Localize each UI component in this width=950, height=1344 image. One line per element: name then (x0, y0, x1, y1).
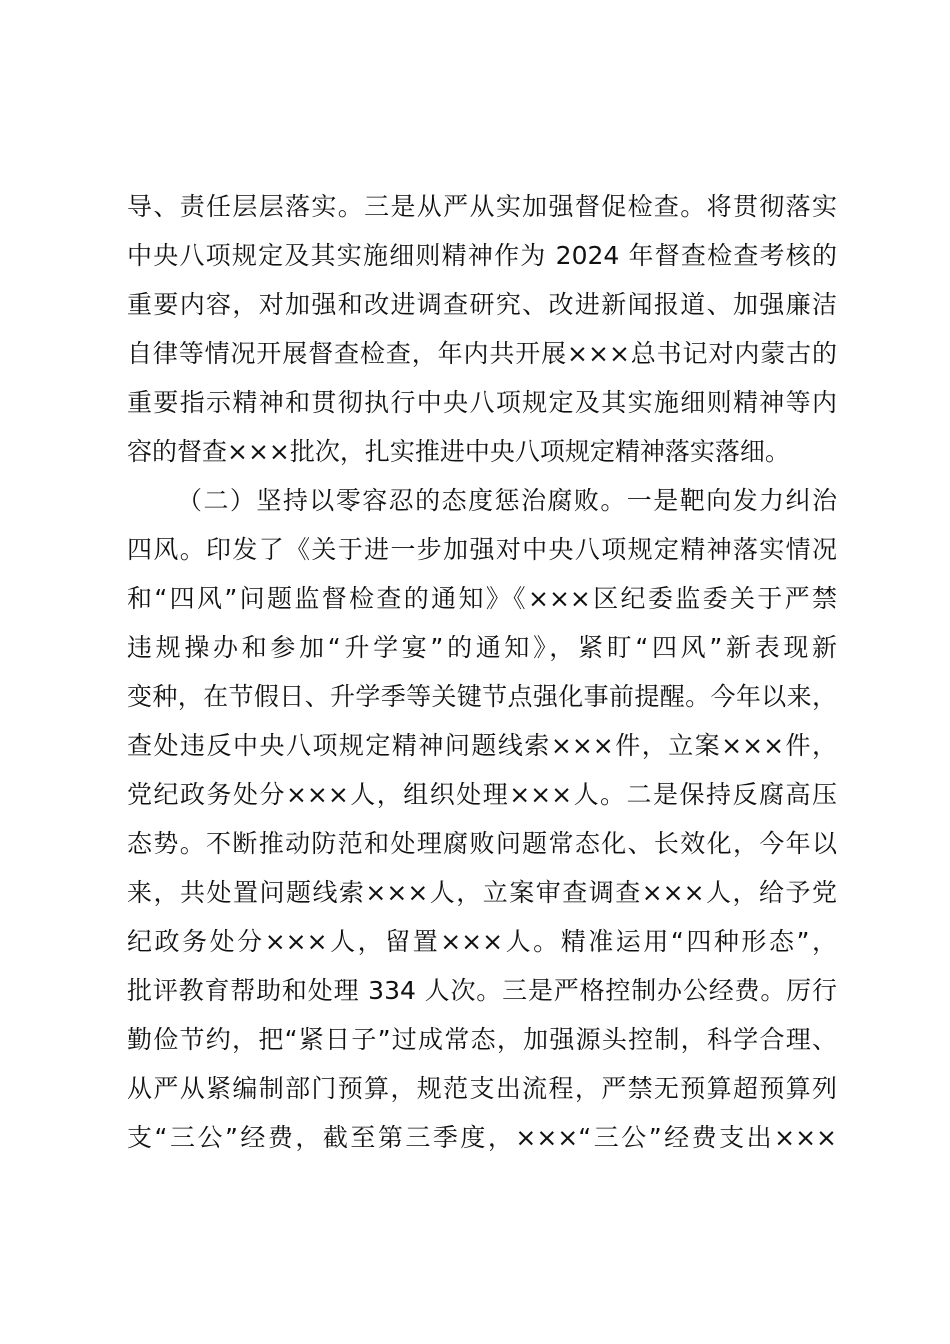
text-line: 变种，在节假日、升学季等关键节点强化事前提醒。今年以来， (127, 682, 837, 711)
text-line: 四风。印发了《关于进一步加强对中央八项规定精神落实情况 (127, 535, 837, 564)
text-line: 重要内容，对加强和改进调查研究、改进新闻报道、加强廉洁 (127, 290, 837, 319)
text-line: 态势。不断推动防范和处理腐败问题常态化、长效化，今年以 (127, 829, 837, 858)
text-line: 支“三公”经费，截至第三季度，×××“三公”经费支出××× (127, 1123, 837, 1152)
text-line: 中央八项规定及其实施细则精神作为 2024 年督查检查考核的 (127, 241, 837, 270)
text-line: 纪政务处分×××人，留置×××人。精准运用“四种形态”， (127, 927, 837, 956)
section-heading-line: （二）坚持以零容忍的态度惩治腐败。一是靶向发力纠治 (177, 486, 837, 515)
text-line: 容的督查×××批次，扎实推进中央八项规定精神落实落细。 (127, 437, 790, 466)
text-line: 勤俭节约，把“紧日子”过成常态，加强源头控制，科学合理、 (127, 1025, 837, 1054)
text-line: 查处违反中央八项规定精神问题线索×××件，立案×××件， (127, 731, 837, 760)
text-line: 和“四风”问题监督检查的通知》《×××区纪委监委关于严禁 (127, 584, 837, 613)
text-line: 批评教育帮助和处理 334 人次。三是严格控制办公经费。厉行 (127, 976, 837, 1005)
text-line: 违规操办和参加“升学宴”的通知》，紧盯“四风”新表现新 (127, 633, 837, 662)
text-line: 重要指示精神和贯彻执行中央八项规定及其实施细则精神等内 (127, 388, 837, 417)
text-line: 自律等情况开展督查检查，年内共开展×××总书记对内蒙古的 (127, 339, 837, 368)
body-text (127, 182, 837, 1162)
text-line: 来，共处置问题线索×××人，立案审查调查×××人，给予党 (127, 878, 837, 907)
text-line: 从严从紧编制部门预算，规范支出流程，严禁无预算超预算列 (127, 1074, 837, 1103)
text-line: 党纪政务处分×××人，组织处理×××人。二是保持反腐高压 (127, 780, 837, 809)
text-line: 导、责任层层落实。三是从严从实加强督促检查。将贯彻落实 (127, 192, 837, 221)
